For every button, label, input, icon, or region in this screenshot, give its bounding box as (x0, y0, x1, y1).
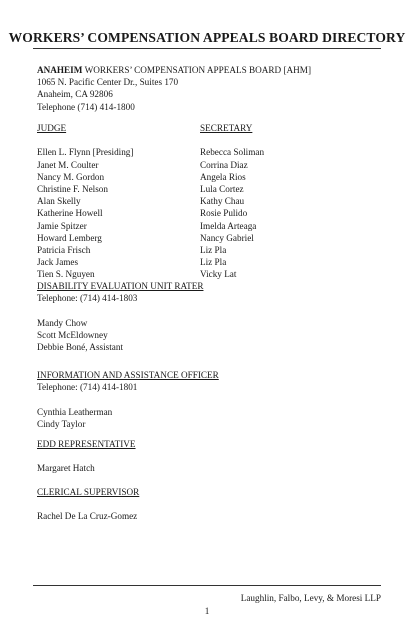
list-item: Tien S. Nguyen (37, 269, 95, 280)
list-item: Cynthia Leatherman (37, 406, 113, 417)
list-item: Scott McEldowney (37, 329, 108, 340)
office-name: WORKERS’ COMPENSATION APPEALS BOARD [AHM] (82, 65, 312, 75)
list-item: Nancy Gabriel (200, 232, 254, 243)
list-item: Ellen L. Flynn [Presiding] (37, 147, 134, 158)
list-item: Angela Rios (200, 171, 246, 182)
secretary-heading: SECRETARY (200, 123, 253, 133)
list-item: Imelda Arteaga (200, 220, 257, 231)
list-item: Rachel De La Cruz-Gomez (37, 511, 138, 522)
footer-rule (33, 585, 381, 586)
disability-block (37, 280, 203, 353)
office-address-line2: Anaheim, CA 92806 (37, 89, 113, 100)
list-item: Howard Lemberg (37, 232, 102, 243)
list-item: Margaret Hatch (37, 463, 95, 474)
information-block (37, 369, 219, 430)
footer-firm: Laughlin, Falbo, Levy, & Moresi LLP (240, 593, 381, 603)
list-item: Nancy M. Gordon (37, 171, 105, 182)
list-item: Jamie Spitzer (37, 220, 87, 231)
information-heading: INFORMATION AND ASSISTANCE OFFICER (37, 370, 219, 380)
clerical-block (37, 486, 139, 523)
list-item: Kathy Chau (200, 196, 245, 207)
secretary-column (200, 122, 264, 280)
judge-heading: JUDGE (37, 123, 67, 133)
list-item: Patricia Frisch (37, 244, 91, 255)
information-phone: Telephone: (714) 414-1801 (37, 382, 138, 393)
list-item: Christine F. Nelson (37, 183, 108, 194)
list-item: Corrina Diaz (200, 159, 248, 170)
list-item: Debbie Boné, Assistant (37, 341, 123, 352)
page-number: 1 (204, 606, 210, 616)
edd-heading: EDD REPRESENTATIVE (37, 439, 136, 449)
list-item: Katherine Howell (37, 208, 103, 219)
office-city: ANAHEIM (37, 65, 83, 75)
list-item: Rebecca Soliman (200, 147, 265, 158)
office-block (37, 64, 311, 113)
disability-phone: Telephone: (714) 414-1803 (37, 293, 138, 304)
list-item: Rosie Pulido (200, 208, 248, 219)
office-phone: Telephone (714) 414-1800 (37, 101, 135, 112)
list-item: Janet M. Coulter (37, 159, 99, 170)
list-item: Lula Cortez (200, 183, 244, 194)
edd-block (37, 438, 136, 475)
list-item: Liz Pla (200, 244, 227, 255)
disability-heading: DISABILITY EVALUATION UNIT RATER (37, 281, 204, 291)
judge-column (37, 122, 133, 280)
list-item: Alan Skelly (37, 196, 81, 207)
office-address-line1: 1065 N. Pacific Center Dr., Suites 170 (37, 77, 179, 88)
clerical-heading: CLERICAL SUPERVISOR (37, 487, 140, 497)
list-item: Jack James (37, 257, 79, 268)
page-title: WORKERS’ COMPENSATION APPEALS BOARD DIRECTORY (8, 30, 406, 45)
list-item: Mandy Chow (37, 317, 88, 328)
list-item: Vicky Lat (200, 269, 237, 280)
list-item: Liz Pla (200, 257, 227, 268)
title-rule (33, 48, 381, 49)
list-item: Cindy Taylor (37, 418, 86, 429)
